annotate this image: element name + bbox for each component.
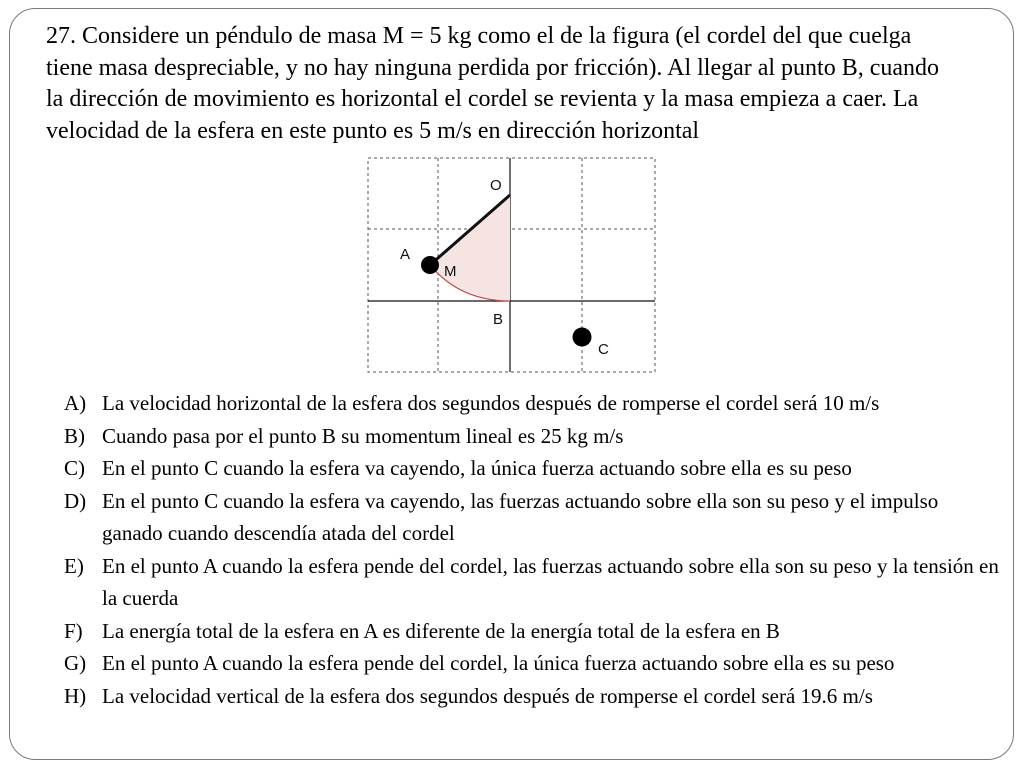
option-text: En el punto A cuando la esfera pende del cordel, la única fuerza actuando sobre ella es su peso	[102, 651, 895, 675]
answer-options	[64, 387, 1004, 712]
option-letter: B)	[64, 423, 85, 448]
mass-ball-at-a	[421, 256, 439, 274]
label-a: A	[400, 246, 411, 263]
option-letter: F)	[64, 618, 83, 643]
option-a	[64, 387, 1004, 420]
option-text: En el punto C cuando la esfera va cayendo, las fuerzas actuando sobre ella son su peso y el impulso ganado cuando descendía atada del cordel	[102, 488, 939, 545]
option-letter: C)	[64, 456, 85, 480]
option-letter: G)	[64, 651, 87, 675]
option-text: En el punto C cuando la esfera va cayendo, la única fuerza actuando sobre ella es su peso	[102, 456, 852, 480]
label-o: O	[490, 177, 502, 194]
pendulum-diagram	[360, 155, 660, 375]
option-letter: E)	[64, 553, 84, 578]
option-text: La velocidad vertical de la esfera dos segundos después de romperse el cordel será 19.6 m/s	[102, 683, 873, 708]
label-m: M	[444, 263, 457, 280]
option-letter: A)	[64, 391, 87, 415]
option-letter: D)	[64, 488, 87, 513]
grid-border	[368, 158, 655, 372]
ball-at-c	[573, 328, 592, 347]
option-text: Cuando pasa por el punto B su momentum lineal es 25 kg m/s	[102, 423, 624, 448]
label-b: B	[493, 311, 504, 328]
option-text: En el punto A cuando la esfera pende del cordel, las fuerzas actuando sobre ella son su peso y la tensión en la cuerda	[102, 553, 999, 610]
option-g	[64, 647, 1004, 680]
swept-sector	[430, 195, 510, 301]
option-e	[64, 550, 1004, 615]
option-d	[64, 485, 1004, 550]
option-b	[64, 420, 1004, 453]
option-text: La velocidad horizontal de la esfera dos segundos después de romperse el cordel será 10 m/s	[102, 391, 880, 415]
label-c: C	[598, 341, 609, 358]
option-h	[64, 680, 1004, 713]
question-text: 27. Considere un péndulo de masa M = 5 kg como el de la figura (el cordel del que cuelga tiene masa despreciable, y no hay ninguna perdida por fricción). Al llegar al punto B, cuando la dirección de movimiento es horizontal el cordel se revienta y la masa empieza a caer. La velocidad de la esfera en este punto es 5 m/s en dirección horizontal	[46, 23, 940, 144]
option-letter: H)	[64, 683, 87, 708]
option-text: La energía total de la esfera en A es diferente de la energía total de la esfera en B	[102, 618, 780, 643]
option-f	[64, 615, 1004, 648]
option-c	[64, 452, 1004, 485]
dashed-grid	[368, 158, 655, 372]
